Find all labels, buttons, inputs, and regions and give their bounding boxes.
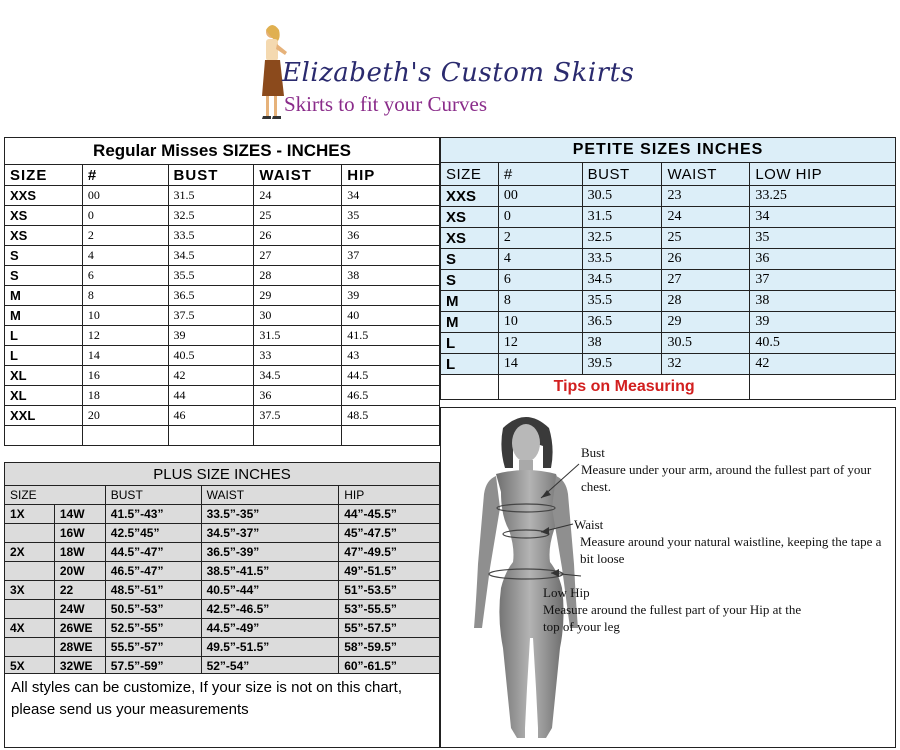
table-cell: 60”-61.5” — [339, 657, 440, 676]
table-cell: 35.5 — [168, 266, 254, 286]
table-cell: 42.5”-46.5” — [201, 600, 339, 619]
table-cell: 49.5”-51.5” — [201, 638, 339, 657]
table-cell: 14 — [82, 346, 168, 366]
table-row — [441, 291, 896, 312]
table-cell: 27 — [254, 246, 342, 266]
table-cell: 45”-47.5” — [339, 524, 440, 543]
table-row — [5, 246, 440, 266]
table-row — [5, 326, 440, 346]
table-cell: 46.5 — [342, 386, 440, 406]
table-cell: L — [5, 326, 83, 346]
table-row — [441, 249, 896, 270]
table-row — [5, 206, 440, 226]
table-cell: 6 — [82, 266, 168, 286]
table-cell: 35.5 — [582, 291, 662, 312]
table-cell: M — [5, 306, 83, 326]
table-cell: 42 — [168, 366, 254, 386]
table-cell: 00 — [498, 186, 582, 207]
table-row — [5, 226, 440, 246]
plus-header-row — [5, 486, 440, 505]
table-row — [441, 333, 896, 354]
table-cell: 38 — [342, 266, 440, 286]
table-cell: XL — [5, 386, 83, 406]
plus-table-title: PLUS SIZE INCHES — [5, 463, 440, 486]
column-header: WAIST — [662, 163, 750, 186]
table-row — [5, 306, 440, 326]
table-cell: XS — [441, 228, 499, 249]
table-cell: 41.5 — [342, 326, 440, 346]
table-cell: 12 — [82, 326, 168, 346]
petite-table-title: PETITE SIZES INCHES — [441, 138, 896, 163]
table-row — [5, 346, 440, 366]
table-cell: 33.5 — [582, 249, 662, 270]
table-cell — [5, 562, 55, 581]
column-header: LOW HIP — [750, 163, 896, 186]
table-cell: 2 — [82, 226, 168, 246]
table-cell: 38 — [750, 291, 896, 312]
table-cell: 38.5”-41.5” — [201, 562, 339, 581]
table-cell: 20W — [54, 562, 105, 581]
table-cell — [5, 524, 55, 543]
table-cell: 34.5 — [254, 366, 342, 386]
table-cell: 48.5 — [342, 406, 440, 426]
regular-table-title: Regular Misses SIZES - INCHES — [5, 138, 440, 165]
column-header: WAIST — [254, 165, 342, 186]
plus-size-table — [4, 462, 440, 676]
table-cell: XXS — [441, 186, 499, 207]
table-cell: 30 — [254, 306, 342, 326]
table-cell: 34.5 — [582, 270, 662, 291]
table-cell: 48.5”-51” — [105, 581, 201, 600]
table-cell: 3X — [5, 581, 55, 600]
hip-tip — [543, 584, 803, 635]
column-header: # — [82, 165, 168, 186]
table-cell: 14 — [498, 354, 582, 375]
measuring-panel — [440, 407, 896, 748]
bust-tip-text: Measure under your arm, around the fullest part of your chest. — [581, 462, 872, 494]
table-cell: 00 — [82, 186, 168, 206]
table-cell: 24 — [254, 186, 342, 206]
table-row — [441, 312, 896, 333]
table-cell: 38 — [582, 333, 662, 354]
table-cell: 27 — [662, 270, 750, 291]
table-cell: XXS — [5, 186, 83, 206]
table-cell: 18 — [82, 386, 168, 406]
table-row — [5, 562, 440, 581]
table-cell: 32.5 — [168, 206, 254, 226]
table-cell: 0 — [498, 207, 582, 228]
table-cell: 33.25 — [750, 186, 896, 207]
table-cell: 55”-57.5” — [339, 619, 440, 638]
table-row — [441, 270, 896, 291]
table-cell: 46 — [168, 406, 254, 426]
table-cell: 39 — [750, 312, 896, 333]
table-cell: 6 — [498, 270, 582, 291]
column-header: BUST — [168, 165, 254, 186]
table-cell: 25 — [662, 228, 750, 249]
table-cell: 4X — [5, 619, 55, 638]
column-header: SIZE — [441, 163, 499, 186]
table-cell: 16 — [82, 366, 168, 386]
regular-header-row — [5, 165, 440, 186]
table-cell: 31.5 — [168, 186, 254, 206]
table-cell: 35 — [342, 206, 440, 226]
table-cell — [5, 600, 55, 619]
table-cell: 40 — [342, 306, 440, 326]
table-cell: 4 — [82, 246, 168, 266]
table-cell: 41.5”-43” — [105, 505, 201, 524]
table-cell: 49”-51.5” — [339, 562, 440, 581]
table-cell: 37.5 — [254, 406, 342, 426]
table-cell: 26 — [662, 249, 750, 270]
table-cell: 23 — [662, 186, 750, 207]
table-cell: 57.5”-59” — [105, 657, 201, 676]
table-cell: 37 — [750, 270, 896, 291]
table-cell: S — [5, 266, 83, 286]
table-cell: 12 — [498, 333, 582, 354]
table-cell: S — [441, 249, 499, 270]
table-cell: 34 — [342, 186, 440, 206]
table-row — [5, 426, 440, 446]
table-cell: 44 — [168, 386, 254, 406]
table-cell: 29 — [254, 286, 342, 306]
table-row — [5, 581, 440, 600]
column-header: WAIST — [201, 486, 339, 505]
petite-size-table — [440, 137, 896, 400]
table-row — [5, 186, 440, 206]
table-cell: 31.5 — [254, 326, 342, 346]
table-cell: 36 — [342, 226, 440, 246]
table-cell: L — [441, 333, 499, 354]
table-cell: 58”-59.5” — [339, 638, 440, 657]
table-cell: 39 — [168, 326, 254, 346]
table-row — [5, 543, 440, 562]
table-cell: 26 — [254, 226, 342, 246]
table-cell: 52.5”-55” — [105, 619, 201, 638]
table-cell: 2X — [5, 543, 55, 562]
table-cell: 20 — [82, 406, 168, 426]
table-row — [5, 619, 440, 638]
table-row — [441, 186, 896, 207]
table-cell: 32WE — [54, 657, 105, 676]
table-cell: M — [441, 291, 499, 312]
table-cell: 22 — [54, 581, 105, 600]
column-header: # — [498, 163, 582, 186]
table-cell: XS — [441, 207, 499, 228]
table-cell: 32 — [662, 354, 750, 375]
table-cell: 37 — [342, 246, 440, 266]
table-cell: 14W — [54, 505, 105, 524]
brand-name: Elizabeth's Custom Skirts — [282, 58, 635, 88]
table-cell: 35 — [750, 228, 896, 249]
table-cell: XL — [5, 366, 83, 386]
regular-size-table — [4, 137, 440, 446]
bust-tip — [581, 444, 891, 495]
table-row — [5, 406, 440, 426]
table-cell: 53”-55.5” — [339, 600, 440, 619]
table-cell: S — [441, 270, 499, 291]
table-cell: 51”-53.5” — [339, 581, 440, 600]
hip-tip-title: Low Hip — [543, 585, 590, 600]
column-header: SIZE — [5, 165, 83, 186]
table-cell: 33.5”-35” — [201, 505, 339, 524]
column-header: SIZE — [5, 486, 106, 505]
table-cell: 55.5”-57” — [105, 638, 201, 657]
table-cell: 32.5 — [582, 228, 662, 249]
table-cell: M — [441, 312, 499, 333]
table-cell: 8 — [498, 291, 582, 312]
table-cell: L — [5, 346, 83, 366]
table-cell: XXL — [5, 406, 83, 426]
table-cell: 36.5 — [168, 286, 254, 306]
table-cell: 18W — [54, 543, 105, 562]
table-cell: 36 — [750, 249, 896, 270]
table-row — [441, 354, 896, 375]
table-cell: 24 — [662, 207, 750, 228]
table-cell: 44”-45.5” — [339, 505, 440, 524]
waist-tip-title: Waist — [574, 517, 604, 532]
table-cell: 4 — [498, 249, 582, 270]
table-cell: 16W — [54, 524, 105, 543]
table-cell: 52”-54” — [201, 657, 339, 676]
table-cell: 42 — [750, 354, 896, 375]
table-cell: 36.5”-39” — [201, 543, 339, 562]
table-cell: 24W — [54, 600, 105, 619]
table-cell: 31.5 — [582, 207, 662, 228]
tips-title: Tips on Measuring — [498, 375, 749, 400]
table-cell: 44.5 — [342, 366, 440, 386]
table-row — [441, 207, 896, 228]
column-header: HIP — [342, 165, 440, 186]
table-cell: 47”-49.5” — [339, 543, 440, 562]
table-row — [5, 366, 440, 386]
table-cell: 39.5 — [582, 354, 662, 375]
table-cell: 33 — [254, 346, 342, 366]
table-cell: 28 — [662, 291, 750, 312]
table-cell: 50.5”-53” — [105, 600, 201, 619]
table-cell: XS — [5, 226, 83, 246]
table-cell: 34.5 — [168, 246, 254, 266]
table-row — [5, 524, 440, 543]
table-cell: 29 — [662, 312, 750, 333]
table-cell: 30.5 — [582, 186, 662, 207]
table-cell: 28WE — [54, 638, 105, 657]
table-cell: 42.5”45” — [105, 524, 201, 543]
table-cell: 0 — [82, 206, 168, 226]
table-cell: 43 — [342, 346, 440, 366]
table-cell: 36.5 — [582, 312, 662, 333]
tips-row — [441, 375, 896, 400]
column-header: BUST — [582, 163, 662, 186]
table-cell: 34.5”-37” — [201, 524, 339, 543]
table-cell: L — [441, 354, 499, 375]
table-cell: 2 — [498, 228, 582, 249]
table-cell: S — [5, 246, 83, 266]
table-row — [5, 600, 440, 619]
table-cell: 36 — [254, 386, 342, 406]
bust-tip-title: Bust — [581, 445, 605, 460]
column-header: HIP — [339, 486, 440, 505]
table-cell: 34 — [750, 207, 896, 228]
table-cell — [5, 638, 55, 657]
table-row — [5, 505, 440, 524]
table-cell: 39 — [342, 286, 440, 306]
customization-note: All styles can be customize, If your size is not on this chart, please send us your measurements — [4, 673, 440, 748]
table-cell: M — [5, 286, 83, 306]
hip-tip-text: Measure around the fullest part of your Hip at the top of your leg — [543, 602, 802, 634]
table-cell: 46.5”-47” — [105, 562, 201, 581]
table-cell: 30.5 — [662, 333, 750, 354]
table-row — [5, 286, 440, 306]
table-cell: 33.5 — [168, 226, 254, 246]
table-cell: XS — [5, 206, 83, 226]
table-cell: 8 — [82, 286, 168, 306]
table-cell: 28 — [254, 266, 342, 286]
table-row — [5, 638, 440, 657]
table-row — [441, 228, 896, 249]
table-cell: 5X — [5, 657, 55, 676]
table-cell: 26WE — [54, 619, 105, 638]
table-cell: 44.5”-47” — [105, 543, 201, 562]
waist-tip-text: Measure around your natural waistline, keeping the tape a bit loose — [580, 534, 882, 566]
table-cell: 40.5”-44” — [201, 581, 339, 600]
table-cell: 40.5 — [168, 346, 254, 366]
table-cell: 40.5 — [750, 333, 896, 354]
waist-tip — [574, 516, 884, 567]
table-cell: 37.5 — [168, 306, 254, 326]
table-row — [5, 386, 440, 406]
table-cell: 10 — [498, 312, 582, 333]
table-row — [5, 266, 440, 286]
table-cell: 44.5”-49” — [201, 619, 339, 638]
brand-tagline: Skirts to fit your Curves — [284, 92, 487, 116]
table-cell: 10 — [82, 306, 168, 326]
petite-header-row — [441, 163, 896, 186]
table-cell: 25 — [254, 206, 342, 226]
body-silhouette-icon — [451, 408, 601, 748]
table-cell: 1X — [5, 505, 55, 524]
column-header: BUST — [105, 486, 201, 505]
